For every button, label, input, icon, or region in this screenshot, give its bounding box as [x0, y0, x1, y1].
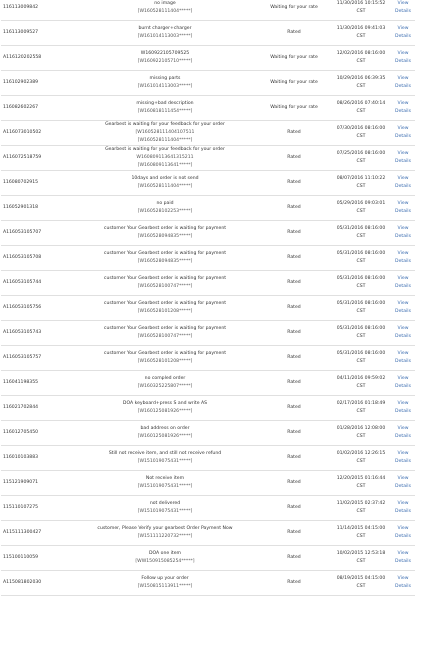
ticket-time-cell [331, 321, 391, 346]
view-link-label[interactable]: View [397, 551, 409, 556]
ticket-description-cell [73, 46, 257, 71]
view-link-label[interactable]: View [397, 476, 409, 481]
ticket-description-cell [73, 496, 257, 521]
ticket-timestamp: 05/31/2016 08:16:00 [336, 276, 386, 281]
table-row [1, 496, 415, 521]
ticket-timezone: CST [356, 509, 366, 514]
ticket-description: not delivered [149, 501, 181, 506]
ticket-id: 116052901318 [1, 196, 73, 221]
ticket-order-ref: [W160528111404107511 [135, 130, 195, 135]
table-row [1, 321, 415, 346]
ticket-order-number: [W161014113003*****] [137, 34, 193, 39]
details-link-label[interactable]: Details [395, 484, 411, 489]
ticket-timezone: CST [356, 159, 366, 164]
table-row [1, 221, 415, 246]
details-link-label[interactable]: Details [395, 9, 411, 14]
ticket-time-cell [331, 146, 391, 171]
ticket-timezone: CST [356, 484, 366, 489]
view-details-link[interactable] [391, 21, 415, 46]
view-details-link[interactable] [391, 96, 415, 121]
ticket-timestamp: 10/29/2016 06:39:35 [336, 76, 386, 81]
ticket-description: customer Your Gearbest order is waiting for payment [103, 326, 227, 331]
details-link-label[interactable]: Details [395, 34, 411, 39]
ticket-description: customer Your Gearbest order is waiting for payment [103, 351, 227, 356]
ticket-description-cell [73, 96, 257, 121]
details-link-label[interactable]: Details [395, 209, 411, 214]
view-details-link[interactable] [391, 221, 415, 246]
ticket-description: DOA keyboard+press S and write AS [122, 401, 208, 406]
ticket-order-number: [W160809113641*****] [137, 163, 193, 168]
ticket-timezone: CST [356, 384, 366, 389]
ticket-order-number: [W160528111404*****] [137, 138, 193, 143]
details-link-label[interactable]: Details [395, 259, 411, 264]
ticket-status: Rated [257, 571, 331, 596]
ticket-description: Gearbest is waiting for your feedback for your order [105, 122, 225, 127]
ticket-timezone: CST [356, 259, 366, 264]
ticket-timezone: CST [356, 184, 366, 189]
ticket-timestamp: 04/11/2016 09:59:02 [336, 376, 386, 381]
table-row [1, 121, 415, 146]
table-row [1, 21, 415, 46]
ticket-description: missing parts [149, 76, 181, 81]
view-details-link[interactable] [391, 521, 415, 546]
ticket-timezone: CST [356, 209, 366, 214]
ticket-time-cell [331, 271, 391, 296]
ticket-id: 116021702844 [1, 396, 73, 421]
ticket-order-number: [W160528111404*****] [137, 9, 193, 14]
ticket-description-cell [73, 121, 257, 146]
ticket-status: Rated [257, 396, 331, 421]
ticket-timezone: CST [356, 334, 366, 339]
ticket-order-number: [W160125081926*****] [137, 434, 193, 439]
ticket-timezone: CST [356, 284, 366, 289]
ticket-status: Rated [257, 121, 331, 146]
ticket-status: Rated [257, 546, 331, 571]
ticket-id: A116053105707 [1, 221, 73, 246]
ticket-description-cell [73, 71, 257, 96]
view-link-label[interactable]: View [397, 276, 409, 281]
ticket-id: 116010103883 [1, 446, 73, 471]
ticket-order-number: [W160528094835*****] [137, 234, 193, 239]
ticket-timezone: CST [356, 9, 366, 14]
ticket-timestamp: 11/30/2016 09:41:03 [336, 26, 386, 31]
ticket-description: Follow up your order [141, 576, 189, 581]
ticket-timezone: CST [356, 109, 366, 114]
view-details-link[interactable] [391, 371, 415, 396]
ticket-timezone: CST [356, 459, 366, 464]
ticket-time-cell [331, 396, 391, 421]
ticket-description: burnt charger+charger [138, 26, 192, 31]
view-details-link[interactable] [391, 146, 415, 171]
ticket-description: customer Your Gearbest order is waiting for payment [103, 276, 227, 281]
ticket-status: Waiting for your rate [257, 46, 331, 71]
details-link-label[interactable]: Details [395, 509, 411, 514]
table-row [1, 446, 415, 471]
ticket-id: 115100110059 [1, 546, 73, 571]
view-link-label[interactable]: View [397, 101, 409, 106]
ticket-timestamp: 05/31/2016 08:16:00 [336, 226, 386, 231]
ticket-id: A116053105743 [1, 321, 73, 346]
ticket-description: W160922105709525 [140, 51, 190, 56]
ticket-description-cell [73, 571, 257, 596]
ticket-order-number: [W160528100747*****] [137, 334, 193, 339]
ticket-timestamp: 01/28/2016 12:08:00 [336, 426, 386, 431]
view-link-label[interactable]: View [397, 76, 409, 81]
view-details-link[interactable] [391, 0, 415, 21]
ticket-description: Not receive item [145, 476, 185, 481]
ticket-order-number: [W151019075431*****] [137, 484, 193, 489]
ticket-description-cell [73, 471, 257, 496]
ticket-order-number: [W151111220732*****] [137, 534, 193, 539]
ticket-order-number: [W160528101208*****] [137, 359, 193, 364]
ticket-description: no compled order [144, 376, 186, 381]
ticket-timezone: CST [356, 59, 366, 64]
ticket-order-number: [W160325225807*****] [137, 384, 193, 389]
ticket-status: Rated [257, 521, 331, 546]
view-link-label[interactable]: View [397, 351, 409, 356]
details-link-label[interactable]: Details [395, 234, 411, 239]
ticket-description-cell [73, 546, 257, 571]
ticket-order-number: [W160125081926*****] [137, 409, 193, 414]
ticket-description-cell [73, 0, 257, 21]
ticket-time-cell [331, 221, 391, 246]
view-link-label[interactable]: View [397, 326, 409, 331]
view-link-label[interactable]: View [397, 401, 409, 406]
ticket-timezone: CST [356, 84, 366, 89]
ticket-timestamp: 10/02/2015 12:53:18 [336, 551, 386, 556]
ticket-id: A116120202558 [1, 46, 73, 71]
ticket-description: customer Your Gearbest order is waiting for payment [103, 226, 227, 231]
ticket-timezone: CST [356, 584, 366, 589]
ticket-id: A116072518759 [1, 146, 73, 171]
ticket-timezone: CST [356, 359, 366, 364]
table-row [1, 571, 415, 596]
ticket-timestamp: 08/19/2015 04:15:00 [336, 576, 386, 581]
ticket-timestamp: 11/30/2016 10:15:52 [336, 1, 386, 6]
view-details-link[interactable] [391, 496, 415, 521]
view-details-link[interactable] [391, 321, 415, 346]
ticket-order-number: [W150815113911*****] [137, 584, 193, 589]
details-link-label[interactable]: Details [395, 284, 411, 289]
ticket-description-cell [73, 321, 257, 346]
ticket-status: Waiting for your rate [257, 71, 331, 96]
ticket-timezone: CST [356, 434, 366, 439]
table-row [1, 421, 415, 446]
ticket-description: customer Your Gearbest order is waiting for payment [103, 251, 227, 256]
ticket-description-cell [73, 396, 257, 421]
view-details-link[interactable] [391, 546, 415, 571]
ticket-description: no image [154, 1, 176, 6]
view-details-link[interactable] [391, 121, 415, 146]
ticket-status: Rated [257, 246, 331, 271]
view-link-label[interactable]: View [397, 51, 409, 56]
ticket-status: Waiting for your rate [257, 96, 331, 121]
ticket-id: 116102902389 [1, 71, 73, 96]
table-row [1, 96, 415, 121]
ticket-order-number: [W160528094835*****] [137, 259, 193, 264]
ticket-description: 10days and order is not send [131, 176, 199, 181]
ticket-description-cell [73, 171, 257, 196]
ticket-order-number: [W160922105710*****] [137, 59, 193, 64]
ticket-order-number: [W160528101208*****] [137, 309, 193, 314]
details-link-label[interactable]: Details [395, 359, 411, 364]
ticket-id: 116113009527 [1, 21, 73, 46]
ticket-timestamp: 12/20/2015 01:16:44 [336, 476, 386, 481]
details-link-label[interactable]: Details [395, 159, 411, 164]
table-row [1, 0, 415, 21]
view-link-label[interactable]: View [397, 251, 409, 256]
ticket-timestamp: 11/02/2015 02:37:42 [336, 501, 386, 506]
ticket-description-cell [73, 421, 257, 446]
ticket-time-cell [331, 171, 391, 196]
ticket-time-cell [331, 121, 391, 146]
ticket-timezone: CST [356, 34, 366, 39]
view-link-label[interactable]: View [397, 301, 409, 306]
ticket-description-cell [73, 221, 257, 246]
ticket-timestamp: 05/31/2016 08:16:00 [336, 301, 386, 306]
ticket-timestamp: 05/29/2016 09:03:01 [336, 201, 386, 206]
ticket-timezone: CST [356, 559, 366, 564]
ticket-timestamp: 01/02/2016 12:26:15 [336, 451, 386, 456]
ticket-time-cell [331, 96, 391, 121]
ticket-status: Rated [257, 196, 331, 221]
ticket-order-ref: W160809113641315211 [136, 155, 194, 160]
ticket-timestamp: 12/02/2016 08:16:00 [336, 51, 386, 56]
ticket-order-number: [W151019075431*****] [137, 459, 193, 464]
ticket-id: A116053105708 [1, 246, 73, 271]
ticket-description-cell [73, 296, 257, 321]
table-row [1, 471, 415, 496]
ticket-description: customer Your Gearbest order is waiting for payment [103, 301, 227, 306]
view-link-label[interactable]: View [397, 576, 409, 581]
table-row [1, 46, 415, 71]
view-link-label[interactable]: View [397, 376, 409, 381]
view-details-link[interactable] [391, 421, 415, 446]
ticket-description-cell [73, 146, 257, 171]
ticket-timestamp: 02/17/2016 01:18:49 [336, 401, 386, 406]
table-row [1, 521, 415, 546]
ticket-time-cell [331, 571, 391, 596]
view-link-label[interactable]: View [397, 26, 409, 31]
ticket-timezone: CST [356, 134, 366, 139]
table-row [1, 296, 415, 321]
ticket-timestamp: 05/31/2016 08:16:00 [336, 326, 386, 331]
ticket-description-cell [73, 271, 257, 296]
table-row [1, 71, 415, 96]
ticket-description-cell [73, 346, 257, 371]
ticket-order-number: [W160528100747*****] [137, 284, 193, 289]
ticket-time-cell [331, 521, 391, 546]
details-link-label[interactable]: Details [395, 334, 411, 339]
ticket-status: Rated [257, 471, 331, 496]
details-link-label[interactable]: Details [395, 309, 411, 314]
ticket-description: DOA one item [148, 551, 182, 556]
ticket-time-cell [331, 346, 391, 371]
ticket-status: Rated [257, 496, 331, 521]
ticket-timezone: CST [356, 234, 366, 239]
details-link-label[interactable]: Details [395, 534, 411, 539]
ticket-description-cell [73, 521, 257, 546]
ticket-description: missing+bad description [136, 101, 194, 106]
ticket-status: Waiting for your rate [257, 0, 331, 21]
ticket-id: 116041198355 [1, 371, 73, 396]
view-link-label[interactable]: View [397, 176, 409, 181]
ticket-status: Rated [257, 171, 331, 196]
ticket-order-number: [W160528102253*****] [137, 209, 193, 214]
view-details-link[interactable] [391, 571, 415, 596]
ticket-time-cell [331, 446, 391, 471]
table-row [1, 196, 415, 221]
ticket-description: no paid [156, 201, 174, 206]
view-link-label[interactable]: View [397, 501, 409, 506]
ticket-id: A115081802030 [1, 571, 73, 596]
view-link-label[interactable]: View [397, 451, 409, 456]
ticket-time-cell [331, 471, 391, 496]
view-details-link[interactable] [391, 446, 415, 471]
tickets-table-body [1, 0, 415, 596]
details-link-label[interactable]: Details [395, 134, 411, 139]
ticket-time-cell [331, 246, 391, 271]
table-row [1, 171, 415, 196]
ticket-time-cell [331, 496, 391, 521]
ticket-timezone: CST [356, 534, 366, 539]
details-link-label[interactable]: Details [395, 459, 411, 464]
ticket-description: Still not receive item, and still not receive refund [108, 451, 222, 456]
table-row [1, 396, 415, 421]
ticket-timestamp: 05/31/2016 08:16:00 [336, 251, 386, 256]
ticket-time-cell [331, 421, 391, 446]
view-details-link[interactable] [391, 46, 415, 71]
view-details-link[interactable] [391, 196, 415, 221]
view-details-link[interactable] [391, 296, 415, 321]
ticket-id: A116053105744 [1, 271, 73, 296]
ticket-id: 116113009842 [1, 0, 73, 21]
table-row [1, 346, 415, 371]
details-link-label[interactable]: Details [395, 409, 411, 414]
ticket-description-cell [73, 196, 257, 221]
ticket-id: 116080702915 [1, 171, 73, 196]
ticket-description-cell [73, 246, 257, 271]
view-link-label[interactable]: View [397, 226, 409, 231]
ticket-time-cell [331, 0, 391, 21]
ticket-timestamp: 07/25/2016 08:16:00 [336, 151, 386, 156]
details-link-label[interactable]: Details [395, 59, 411, 64]
details-link-label[interactable]: Details [395, 184, 411, 189]
ticket-time-cell [331, 46, 391, 71]
view-link-label[interactable]: View [397, 426, 409, 431]
view-details-link[interactable] [391, 471, 415, 496]
details-link-label[interactable]: Details [395, 109, 411, 114]
ticket-status: Rated [257, 221, 331, 246]
details-link-label[interactable]: Details [395, 84, 411, 89]
view-details-link[interactable] [391, 396, 415, 421]
ticket-id: A116073010502 [1, 121, 73, 146]
ticket-time-cell [331, 71, 391, 96]
ticket-timezone: CST [356, 309, 366, 314]
ticket-order-number: [W160528111404*****] [137, 184, 193, 189]
ticket-timestamp: 05/31/2016 08:16:00 [336, 351, 386, 356]
table-row [1, 546, 415, 571]
details-link-label[interactable]: Details [395, 584, 411, 589]
view-link-label[interactable]: View [397, 201, 409, 206]
details-link-label[interactable]: Details [395, 434, 411, 439]
ticket-status: Rated [257, 321, 331, 346]
ticket-status: Rated [257, 346, 331, 371]
ticket-timezone: CST [356, 409, 366, 414]
ticket-description-cell [73, 21, 257, 46]
details-link-label[interactable]: Details [395, 559, 411, 564]
ticket-time-cell [331, 21, 391, 46]
ticket-status: Rated [257, 446, 331, 471]
ticket-id: 116082602267 [1, 96, 73, 121]
ticket-order-number: [WW150915085254*****] [135, 559, 195, 564]
table-row [1, 246, 415, 271]
view-details-link[interactable] [391, 346, 415, 371]
ticket-id: A116053105756 [1, 296, 73, 321]
ticket-time-cell [331, 196, 391, 221]
ticket-id: 115110107275 [1, 496, 73, 521]
view-link-label[interactable]: View [397, 1, 409, 6]
ticket-id: A115111300427 [1, 521, 73, 546]
ticket-id: 115121909071 [1, 471, 73, 496]
table-row [1, 146, 415, 171]
ticket-description: Gearbest is waiting for your feedback for your order [105, 147, 225, 152]
ticket-id: A116053105757 [1, 346, 73, 371]
ticket-description: customer, Please Verify your gearbest Order Payment Now [97, 526, 233, 531]
ticket-timestamp: 07/30/2016 08:16:00 [336, 126, 386, 131]
ticket-status: Rated [257, 421, 331, 446]
ticket-status: Rated [257, 296, 331, 321]
ticket-description-cell [73, 446, 257, 471]
ticket-status: Rated [257, 21, 331, 46]
ticket-id: 116012705450 [1, 421, 73, 446]
ticket-description-cell [73, 371, 257, 396]
ticket-timestamp: 08/26/2016 07:40:14 [336, 101, 386, 106]
view-details-link[interactable] [391, 71, 415, 96]
ticket-order-number: [W160818111454*****] [137, 109, 193, 114]
ticket-status: Rated [257, 271, 331, 296]
ticket-status: Rated [257, 146, 331, 171]
ticket-time-cell [331, 371, 391, 396]
table-row [1, 371, 415, 396]
view-details-link[interactable] [391, 246, 415, 271]
ticket-timestamp: 08/07/2016 11:10:22 [336, 176, 386, 181]
view-details-link[interactable] [391, 171, 415, 196]
view-link-label[interactable]: View [397, 126, 409, 131]
ticket-status: Rated [257, 371, 331, 396]
details-link-label[interactable]: Details [395, 384, 411, 389]
view-link-label[interactable]: View [397, 151, 409, 156]
tickets-table [1, 0, 415, 596]
ticket-time-cell [331, 296, 391, 321]
ticket-time-cell [331, 546, 391, 571]
ticket-timestamp: 11/14/2015 04:15:00 [336, 526, 386, 531]
table-row [1, 271, 415, 296]
view-details-link[interactable] [391, 271, 415, 296]
ticket-description: bad address on order [140, 426, 190, 431]
ticket-order-number: [W151019075431*****] [137, 509, 193, 514]
view-link-label[interactable]: View [397, 526, 409, 531]
ticket-order-number: [W161014113003*****] [137, 84, 193, 89]
